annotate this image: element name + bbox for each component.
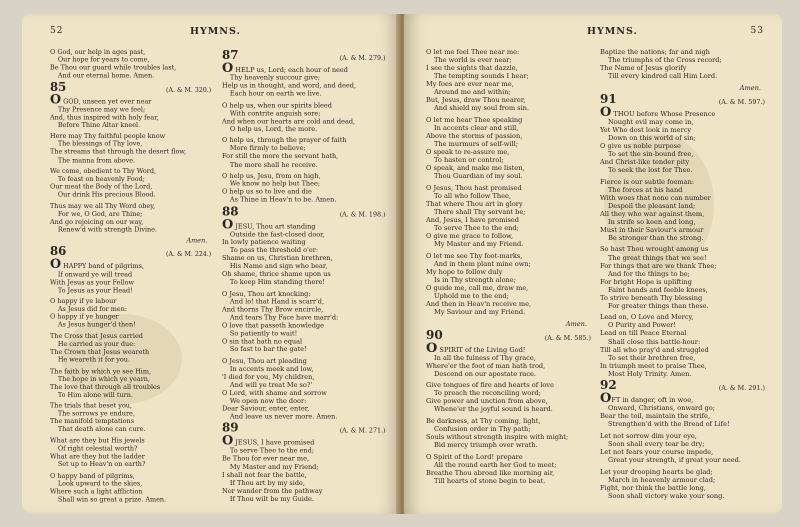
verse-line: If Thou art by my side, — [229, 478, 306, 487]
verse-line: To strive beneath Thy blessing — [600, 293, 703, 302]
verse-line: He carried as your due: — [57, 340, 136, 348]
verse-line: O JESUS, I have promised — [222, 433, 315, 449]
verse-line: O Lord, with shame and sorrow — [222, 388, 327, 397]
verse-line: He weareth it for you. — [57, 355, 130, 364]
verse-line: O help us, through the prayer of faith — [222, 136, 347, 145]
verse-line: My Master and my Friend; — [229, 462, 319, 471]
verse-line: O Jesus, Thou hast promised — [426, 183, 522, 192]
verse-line: Be Thou our guard while troubles last, — [50, 63, 177, 72]
verse-line: In all the fulness of Thy grace, — [434, 353, 536, 362]
verse-line: Our meat the Body of the Lord, — [50, 182, 153, 191]
verse-line: Most Holy Trinity. Amen. — [608, 369, 692, 378]
hymn-reference: (A. & M. 597.) — [718, 97, 765, 106]
stanza — [50, 257, 211, 294]
hymn-number: 88 — [222, 204, 239, 219]
page-number: 52 — [50, 26, 64, 36]
verse-line: Help us in thought, and word, and deed, — [222, 81, 356, 90]
open-hymn-book — [22, 14, 782, 519]
verse-line: In lowly patience waiting — [222, 238, 306, 247]
verse-line: Around me and within; — [434, 88, 511, 97]
verse-line: The great things that we see! — [608, 253, 707, 262]
verse-line: So fast to bar the gate! — [229, 345, 307, 354]
verse-line: O Jesu, Thou art knocking: — [222, 289, 311, 298]
verse-line: The forces at his hand — [608, 185, 683, 194]
hymn-reference: (A. & M. 291.) — [718, 384, 765, 393]
stanza — [426, 116, 591, 180]
hymn-heading — [222, 420, 386, 438]
verse-line: The love that through all troubles — [50, 382, 161, 391]
stanza — [600, 432, 765, 464]
verse-line: Down on this world of sin; — [608, 133, 696, 142]
verse-line: O speak to re-assure me, — [426, 148, 510, 157]
verse-line: Here may Thy faithful people know — [50, 132, 166, 141]
verse-line: O God, our help in ages past, — [50, 48, 146, 56]
verse-line: Above the storms of passion, — [426, 131, 523, 140]
verse-line: Look upward to the skies, — [57, 479, 143, 488]
verse-line: My hope to follow duly — [426, 267, 503, 276]
verse-line: Give tongues of fire and hearts of love — [426, 381, 554, 390]
verse-line: So hast Thou wrought among us — [600, 245, 709, 254]
verse-line: As Thine in Heav'n to be. Amen. — [229, 195, 337, 204]
verse-line: O happy band of pilgrims, — [50, 471, 135, 480]
stanza — [222, 172, 386, 204]
verse-line: Soon shall every tear be dry; — [608, 439, 705, 448]
verse-line: I see the sights that dazzle, — [426, 64, 518, 73]
verse-line: Let not fears your course impede, — [600, 448, 714, 457]
hymn-number: 92 — [600, 378, 617, 393]
verse-line: In triumph meet to praise Thee, — [600, 361, 707, 370]
verse-line: O Jesu, Thou art pleading — [222, 356, 307, 365]
verse-line: To serve Thee to the end; — [434, 223, 519, 232]
verse-line: Where'er the foot of man hath trod, — [426, 361, 546, 370]
verse-line: For things that are we thank Thee; — [600, 261, 717, 270]
stanza — [600, 391, 765, 429]
verse-line: What are they but His jewels — [50, 436, 145, 445]
stanza — [426, 184, 591, 248]
verse-line: Till all who pray'd and struggled — [600, 345, 709, 354]
verse-line: O love that passeth knowledge — [222, 321, 324, 330]
verse-line: The triumphs of the Cross record; — [608, 56, 722, 65]
verse-line: Where such a light affliction — [50, 487, 143, 496]
stanza — [426, 48, 591, 112]
verse-line: Is in Thy strength alone; — [434, 275, 516, 284]
verse-line: With contrite anguish sore; — [229, 109, 321, 118]
verse-line: Shall win so great a prize. Amen. — [57, 495, 167, 504]
verse-line: Be stronger than the strong. — [608, 233, 704, 242]
hymn-number: 91 — [600, 91, 617, 106]
verse-line: If Thou wilt be my Guide. — [229, 494, 315, 503]
stanza — [600, 178, 765, 242]
stanza — [222, 101, 386, 133]
verse-line: 'I died for you, My children, — [222, 372, 315, 381]
verse-line: Descend on our apostate race. — [434, 369, 537, 378]
verse-line: Whene'er the joyful sound is heard. — [434, 405, 553, 414]
hymn-heading — [426, 327, 591, 345]
hymn-number: 87 — [222, 48, 239, 62]
verse-line: The sorrows ye endure, — [57, 409, 135, 418]
hymn-number: 89 — [222, 420, 239, 435]
verse-line: O help us, Lord, the more. — [229, 125, 318, 134]
verse-line: O JESU, Thou art standing — [222, 217, 316, 233]
verse-line: And, Jesus, I have promised — [426, 215, 519, 224]
amen-text: Amen. — [739, 83, 761, 92]
verse-line: There shall Thy servant be; — [434, 207, 526, 216]
verse-line: That where Thou art in glory — [426, 199, 523, 208]
verse-line: More firmly to believe; — [229, 144, 306, 153]
verse-line: Lead on till Peace Eternal — [600, 329, 687, 338]
amen-text: Amen. — [186, 236, 208, 245]
stanza — [222, 357, 386, 421]
stanza — [50, 48, 211, 79]
stanza — [600, 313, 765, 377]
verse-line: We open now the door: — [229, 396, 307, 405]
hymn-heading — [600, 91, 765, 109]
hymn-number: 85 — [50, 79, 67, 94]
stanza — [426, 453, 591, 485]
verse-line: Shame on us, Christian brethren, — [222, 254, 333, 262]
verse-line: I shall not fear the battle, — [222, 470, 307, 479]
hymn-number: 86 — [50, 244, 67, 259]
verse-line: Dear Saviour, enter, enter, — [222, 404, 310, 413]
verse-line: In accents meek and low, — [229, 364, 314, 373]
verse-line: The Cross that Jesus carried — [50, 332, 143, 340]
verse-line: To set their brethren free, — [608, 353, 696, 362]
hymn-reference: (A. & M. 320.) — [166, 85, 212, 94]
verse-line: With Jesus as your Fellow — [50, 278, 134, 286]
verse-line: Let your drooping hearts be glad; — [600, 467, 713, 476]
verse-line: Bear the toil, maintain the strife, — [600, 412, 711, 421]
verse-line: To preach the reconciling word; — [434, 389, 541, 398]
verse-line: Despoil the pleasant land; — [608, 201, 696, 210]
stanza — [50, 92, 211, 129]
verse-line: Thou Guardian of my soul. — [434, 172, 523, 181]
verse-line: Let not sorrow dim your eye, — [600, 431, 697, 440]
verse-line: To Him alone will turn. — [57, 390, 133, 399]
verse-line: My Saviour and my Friend. — [434, 307, 526, 316]
verse-line: O happy if ye labour — [50, 297, 117, 306]
verse-line: O help us, when our spirits bleed — [222, 101, 332, 110]
page-header — [422, 26, 764, 40]
right-page — [404, 14, 782, 514]
verse-line: O GOD, unseen yet ever near — [50, 92, 152, 108]
left-column-2 — [222, 48, 386, 506]
stanza — [50, 202, 211, 233]
verse-line: To hasten or control; — [434, 156, 504, 165]
verse-line: O happy if ye hunger — [50, 313, 119, 321]
verse-line: Baptize the nations; far and nigh — [600, 48, 710, 56]
hymn-heading — [50, 244, 212, 262]
left-column-1 — [50, 48, 211, 507]
hymn-heading — [600, 378, 765, 395]
hymn-heading — [50, 79, 212, 97]
verse-line: In strife so keen and long, — [608, 217, 696, 226]
stanza — [426, 252, 591, 316]
verse-line: The streams that through the desert flow, — [50, 148, 187, 156]
hymn-number: 90 — [426, 327, 443, 342]
verse-line: To feast on heavenly Food; — [57, 175, 145, 183]
stanza — [222, 289, 386, 353]
verse-line: Lead on, O Love and Mercy, — [600, 313, 694, 322]
verse-line: O help us, Jesu, from on high, — [222, 171, 321, 180]
verse-line: For bright Hope is uplifting — [600, 277, 693, 286]
verse-line: The world is ever near; — [434, 56, 512, 65]
verse-line: O HELP us, Lord; each hour of need — [222, 60, 348, 76]
right-column-1 — [426, 48, 591, 488]
verse-line: To Jesus as your Head! — [57, 286, 133, 294]
verse-line: The Crown that Jesus weareth — [50, 347, 150, 356]
verse-line: O HAPPY band of pilgrims, — [50, 257, 144, 273]
verse-line: OFT in danger, oft in woe, — [600, 391, 694, 407]
verse-line: All the round earth her God to meet; — [434, 460, 557, 469]
stanza — [600, 104, 765, 175]
verse-line: To pass the threshold o'er: — [229, 246, 319, 255]
verse-line: What are they but the ladder — [50, 452, 145, 461]
verse-line: O THOU before Whose Presence — [600, 104, 716, 120]
stanza — [222, 60, 386, 98]
verse-line: The trials that beset you, — [50, 401, 132, 410]
verse-line: For still the more the servant hath, — [222, 152, 339, 161]
verse-line: Fierce is our subtle foeman: — [600, 177, 695, 186]
verse-line: And when our hearts are cold and dead, — [222, 117, 356, 126]
verse-line: Uphold me to the end; — [434, 291, 509, 300]
page-number: 53 — [750, 26, 764, 36]
verse-line: For greater things than these. — [608, 301, 709, 310]
verse-line: And for the things to be; — [608, 269, 690, 278]
verse-line: Till every kindred call Him Lord. — [608, 72, 718, 81]
verse-line: O Purity and Power! — [608, 321, 676, 330]
stanza — [50, 332, 211, 363]
verse-line: Renew'd with strength Divine. — [57, 225, 158, 234]
verse-line: Nought evil may come in, — [608, 117, 694, 126]
verse-line: The manna from above. — [57, 155, 136, 164]
verse-line: As Jesus did for men: — [57, 305, 128, 313]
verse-line: And lo! that Hand is scarr'd, — [229, 297, 325, 306]
stanza — [50, 297, 211, 328]
verse-line: The blessings of Thy love, — [57, 140, 143, 149]
stanza — [50, 402, 211, 433]
verse-line: My Master and my Friend. — [434, 240, 524, 249]
verse-line: His Name and sign who bear, — [229, 262, 328, 270]
verse-line: And then in Heav'n receive me, — [426, 299, 532, 308]
verse-line: Strengthen'd with the Bread of Life! — [608, 420, 730, 429]
verse-line: The tempting sounds I hear; — [434, 72, 529, 81]
verse-line: And will ye treat Me so?' — [229, 380, 313, 389]
verse-line: Oh shame, thrice shame upon us — [222, 270, 331, 278]
verse-line: Onward, Christians, onward go; — [608, 404, 715, 413]
verse-line: And in them plant mine own; — [434, 259, 531, 268]
left-page — [22, 14, 400, 514]
verse-line: We know no help but Thee; — [229, 179, 321, 188]
verse-line: O let me hear Thee speaking — [426, 115, 523, 124]
verse-line: All they who war against them, — [600, 209, 705, 218]
stanza — [222, 433, 386, 503]
verse-line: Thy heavenly succour give; — [229, 73, 321, 82]
verse-line: And, thus inspired with holy fear, — [50, 113, 159, 122]
verse-line: Set up to Heav'n on earth? — [57, 460, 146, 469]
verse-line: But, Jesus, draw Thou nearer, — [426, 96, 526, 105]
verse-line: Till hearts of stone begin to beat. — [434, 476, 546, 485]
verse-line: And leave us never more. Amen. — [229, 412, 338, 421]
verse-line: To keep Him standing there! — [229, 277, 325, 286]
stanza — [50, 472, 211, 503]
stanza — [222, 217, 386, 286]
verse-line: Our drink His precious Blood. — [57, 190, 156, 199]
hymn-reference: (A. & M. 585.) — [544, 333, 591, 342]
verse-line: Be Thou for ever near me, — [222, 454, 310, 463]
verse-line: The murmurs of self-will; — [434, 140, 518, 149]
verse-line: In accents clear and still, — [434, 123, 519, 132]
verse-line: O help us so to live and die — [222, 187, 312, 196]
stanza — [426, 381, 591, 413]
verse-line: Each hour on earth we live. — [229, 89, 322, 98]
hymn-heading — [222, 204, 386, 221]
verse-line: And go rejoicing on our way, — [50, 217, 144, 226]
amen-text: Amen. — [565, 319, 587, 328]
verse-line: To set the sin-bound free, — [608, 149, 694, 158]
verse-line: March in heavenly armour clad; — [608, 475, 716, 484]
verse-line: Must in their Saviour's armour — [600, 225, 704, 234]
hymn-reference: (A. & M. 279.) — [339, 53, 386, 62]
stanza — [600, 245, 765, 309]
page-header — [40, 26, 382, 40]
stanza — [426, 417, 591, 449]
stanza — [50, 367, 211, 398]
verse-line: We come, obedient to Thy Word, — [50, 167, 157, 176]
verse-line: Nor wander from the pathway — [222, 486, 323, 495]
verse-line: The manifold temptations — [50, 417, 135, 426]
verse-line: The Name of Jesus glorify — [600, 64, 687, 73]
verse-line: O give us noble purpose — [600, 141, 681, 150]
verse-line: Breathe Thou abroad like morning air, — [426, 468, 555, 477]
verse-line: The more shall he receive. — [229, 160, 318, 169]
verse-line: Shall close this battle-hour: — [608, 337, 701, 346]
verse-line: Before Thine Altar kneel. — [57, 121, 141, 129]
stanza — [50, 132, 211, 163]
verse-line: To seek the lost for Thee. — [608, 166, 693, 175]
verse-line: O speak, and make me listen, — [426, 164, 525, 173]
verse-line: With woes that none can number — [600, 193, 711, 202]
verse-line: Confusion order in Thy path; — [434, 424, 531, 433]
verse-line: O let me see Thy foot-marks, — [426, 251, 523, 260]
verse-line: That death alone can cure. — [57, 425, 146, 434]
verse-line: Be darkness, at Thy coming, light, — [426, 416, 541, 425]
stanza — [222, 137, 386, 169]
verse-line: And shield my soul from sin. — [434, 104, 530, 113]
verse-line: Give power and unction from above, — [426, 397, 548, 406]
verse-line: Souls without strength inspire with might; — [426, 433, 569, 442]
verse-line: O sin that hath no equal — [222, 337, 303, 346]
hymn-heading — [222, 48, 386, 65]
verse-line: O Spirit of the Lord! prepare — [426, 452, 523, 461]
stanza — [426, 340, 591, 378]
verse-line: If onward ye will tread — [57, 270, 133, 279]
verse-line: O guide me, call me, draw me, — [426, 283, 529, 292]
verse-line: Thus may we all Thy Word obey, — [50, 202, 156, 210]
hymn-reference: (A. & M. 224.) — [166, 250, 212, 259]
running-title: HYMNS. — [587, 26, 638, 37]
verse-line: Fight, nor think the battle long, — [600, 483, 706, 492]
verse-line: Great your strength, if great your need. — [608, 456, 741, 465]
verse-line: Soon shall victory wake your song. — [608, 491, 725, 500]
hymn-reference: (A. & M. 271.) — [339, 426, 386, 435]
right-column-2 — [600, 48, 765, 503]
verse-line: So patiently to wait! — [229, 329, 298, 338]
verse-line: O let me feel Thee near me: — [426, 48, 520, 56]
verse-line: Our hope for years to come, — [57, 55, 150, 64]
hymn-reference: (A. & M. 198.) — [339, 210, 386, 219]
verse-line: And our eternal home. Amen. — [57, 71, 155, 80]
verse-line: Outside the fast-closed door, — [229, 230, 325, 239]
stanza — [50, 437, 211, 468]
verse-line: Of right celestial worth? — [57, 444, 138, 453]
verse-line: O SPIRIT of the Living God! — [426, 340, 526, 356]
verse-line: Yet Who dost look in mercy — [600, 125, 692, 134]
verse-line: My foes are ever near me, — [426, 80, 514, 89]
stanza — [600, 468, 765, 500]
running-title: HYMNS. — [190, 26, 241, 37]
verse-line: The faith by which ye see Him, — [50, 367, 152, 375]
verse-line: To all who follow Thee, — [434, 191, 512, 200]
verse-line: And Christ-like tender pity — [600, 158, 690, 167]
stanza — [600, 48, 765, 80]
verse-line: And tears Thy Face have marr'd: — [229, 313, 339, 322]
verse-line: Thy Presence may we feel; — [57, 105, 146, 114]
verse-line: As Jesus hunger'd then! — [57, 320, 136, 329]
verse-line: For we, O God, are Thine; — [57, 209, 143, 218]
verse-line: The hope in which ye yearn, — [57, 374, 150, 383]
verse-line: Faint hands and feeble knees, — [608, 285, 708, 294]
verse-line: And thorns Thy Brow encircle, — [222, 305, 324, 314]
verse-line: Bid mercy triumph over wrath. — [434, 441, 538, 450]
stanza — [50, 167, 211, 198]
verse-line: O give me grace to follow, — [426, 232, 514, 241]
verse-line: To serve Thee to the end; — [229, 446, 315, 455]
